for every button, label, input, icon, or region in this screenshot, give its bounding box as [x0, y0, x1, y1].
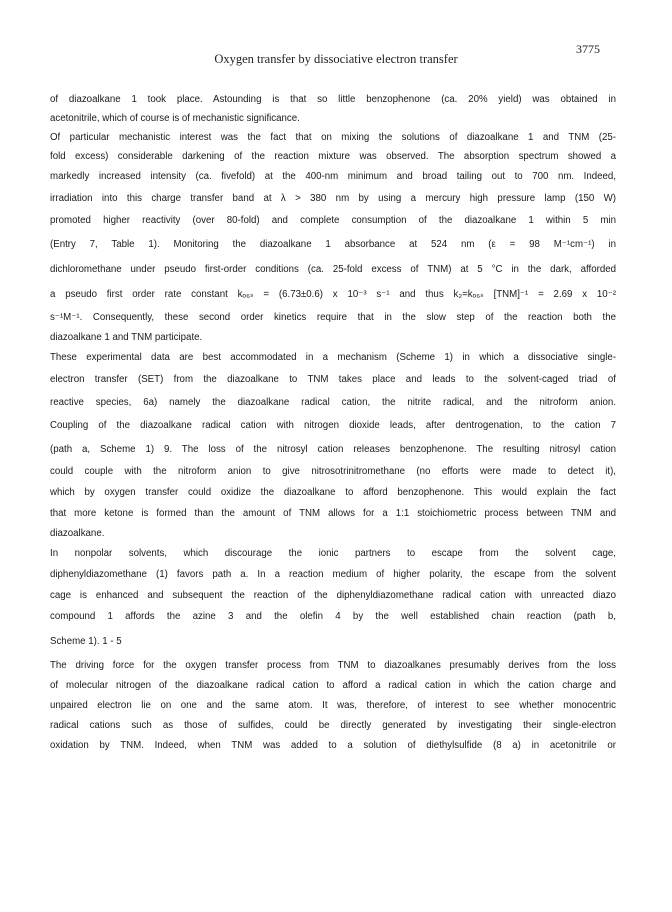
- text-line: oxidation by TNM. Indeed, when TNM was added to a solution of diethylsulfide (8 a) in acetonitrile or: [50, 740, 616, 751]
- text-line: (Entry 7, Table 1). Monitoring the diazoalkane 1 absorbance at 524 nm (ε = 98 M⁻¹cm⁻¹) in: [50, 239, 616, 250]
- text-line: could couple with the nitroform anion to give nitrosotrinitromethane (no efforts were made to detect it),: [50, 466, 616, 477]
- text-line: unpaired electron lie on one and the same atom. It was, therefore, of interest to see whether monocentric: [50, 700, 616, 711]
- text-line: that more ketone is formed than the amount of TNM allows for a 1:1 stoichiometric process between TNM and: [50, 508, 616, 519]
- text-line: a pseudo first order rate constant kₒ₆ₛ = (6.73±0.6) x 10⁻³ s⁻¹ and thus k₂=kₒ₆ₛ [TNM]⁻¹ = 2.69 x 10⁻²: [50, 289, 616, 300]
- text-line: Coupling of the diazoalkane radical cation with nitrogen dioxide leads, after dentrogenation, to the cation 7: [50, 420, 616, 431]
- text-line: acetonitrile, which of course is of mechanistic significance.: [50, 113, 300, 124]
- text-line: cage is enhanced and subsequent the reaction of the diphenyldiazomethane radical cation with unreacted diazo: [50, 590, 616, 601]
- text-line: dichloromethane under pseudo first-order conditions (ca. 25-fold excess of TNM) at 5 °C in the dark, afforded: [50, 264, 616, 275]
- text-line: which by oxygen transfer could oxidize the diazoalkane to afford benzophenone. This would explain the fact: [50, 487, 616, 498]
- text-line: s⁻¹M⁻¹. Consequently, these second order kinetics require that in the slow step of the reaction both the: [50, 312, 616, 323]
- text-line: irradiation into this charge transfer band at λ > 380 nm by using a mercury high pressure lamp (150 W): [50, 193, 616, 204]
- text-line: diphenyldiazomethane (1) favors path a. In a reaction medium of higher polarity, the escape from the solvent: [50, 569, 616, 580]
- text-line: Of particular mechanistic interest was the fact that on mixing the solutions of diazoalkane 1 and TNM (25-: [50, 132, 616, 143]
- text-line: radical cations such as those of sulfides, could be directly generated by investigating their single-electron: [50, 720, 616, 731]
- text-line: markedly increased intensity (ca. fivefold) at the 400-nm minimum and broad tailing out to 700 nm. Indeed,: [50, 171, 616, 182]
- text-line: diazoalkane 1 and TNM participate.: [50, 332, 203, 343]
- text-line: reactive species, 6a) namely the diazoalkane radical cation, the nitrite radical, and the nitroform anion.: [50, 397, 616, 408]
- body-text: [50, 90, 616, 756]
- text-line: diazoalkane.: [50, 528, 105, 539]
- text-line: electron transfer (SET) from the diazoalkane to TNM takes place and leads to the solvent-caged triad of: [50, 374, 616, 385]
- text-line: (path a, Scheme 1) 9. The loss of the nitrosyl cation releases benzophenone. The resulting nitrosyl cation: [50, 444, 616, 455]
- text-line: These experimental data are best accommodated in a mechanism (Scheme 1) in which a dissociative single-: [50, 352, 616, 363]
- running-header-title: Oxygen transfer by dissociative electron transfer: [214, 52, 458, 66]
- page-number: 3775: [576, 42, 600, 56]
- text-line: of molecular nitrogen of the diazoalkane radical cation to afford a radical cation in which the cation charge and: [50, 680, 616, 691]
- text-line: compound 1 affords the azine 3 and the olefin 4 by the well established chain reaction (path b,: [50, 611, 616, 622]
- text-line: fold excess) considerable darkening of the reaction mixture was observed. The absorption spectrum showed a: [50, 151, 616, 162]
- text-line: of diazoalkane 1 took place. Astounding is that so little benzophenone (ca. 20% yield) was obtained in: [50, 94, 616, 105]
- text-line: The driving force for the oxygen transfer process from TNM to diazoalkanes presumably derives from the loss: [50, 660, 616, 671]
- text-line: promoted higher reactivity (over 80-fold) and complete consumption of the diazoalkane 1 within 5 min: [50, 215, 616, 226]
- text-line: In nonpolar solvents, which discourage the ionic partners to escape from the solvent cage,: [50, 548, 616, 559]
- text-line: Scheme 1). 1 - 5: [50, 636, 122, 647]
